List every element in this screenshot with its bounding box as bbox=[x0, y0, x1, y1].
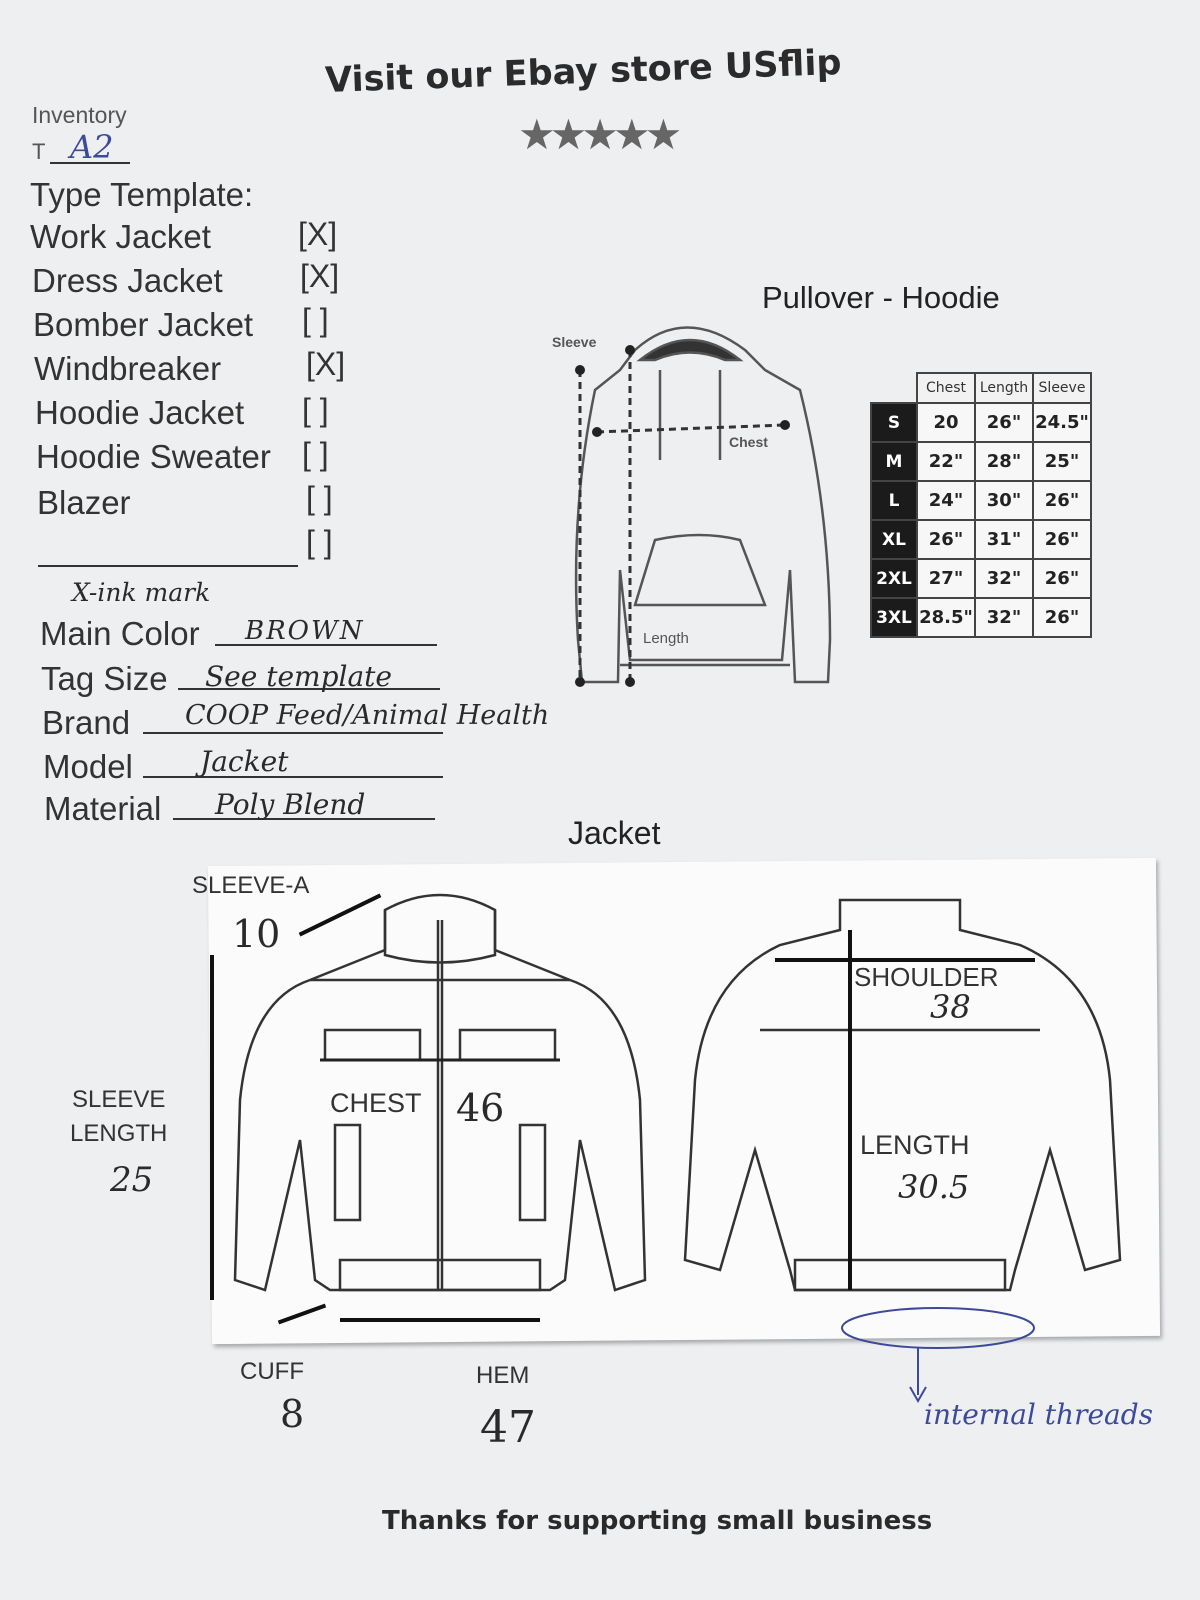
sleeve-a-label: SLEEVE-A bbox=[192, 872, 310, 899]
ink-mark-note: X-ink mark bbox=[72, 578, 211, 607]
model-label: Model bbox=[43, 748, 133, 785]
type-item-blank-line bbox=[38, 565, 298, 567]
cuff-label: CUFF bbox=[240, 1358, 304, 1385]
sleeve-value: 26" bbox=[1033, 598, 1091, 637]
type-item-checkbox[interactable]: [X] bbox=[306, 346, 346, 382]
chest-value: 46 bbox=[456, 1086, 505, 1130]
type-item-label: Blazer bbox=[37, 484, 131, 521]
size-table-row bbox=[871, 403, 1091, 442]
size-table-row bbox=[871, 520, 1091, 559]
sleeve-value: 24.5" bbox=[1033, 403, 1091, 442]
size-table-row bbox=[871, 598, 1091, 637]
size-table-row bbox=[871, 481, 1091, 520]
tag-size-value: See template bbox=[205, 660, 392, 693]
material-value: Poly Blend bbox=[215, 788, 366, 821]
store-title: Visit our Ebay store USflip bbox=[324, 42, 843, 102]
chest-label: CHEST bbox=[330, 1088, 422, 1118]
type-item-checkbox[interactable]: [ ] bbox=[306, 480, 333, 516]
type-item-label: Bomber Jacket bbox=[33, 306, 254, 343]
jacket-front-diagram bbox=[220, 880, 680, 1350]
inventory-prefix: T bbox=[32, 139, 46, 164]
type-item-label: Work Jacket bbox=[30, 218, 211, 255]
type-item-checkbox[interactable]: [ ] bbox=[302, 392, 329, 428]
size-table-row bbox=[871, 442, 1091, 481]
type-item-label: Hoodie Jacket bbox=[35, 394, 245, 431]
hoodie-diagram bbox=[540, 310, 840, 690]
size-label: XL bbox=[871, 520, 917, 559]
inventory-label: Inventory bbox=[32, 102, 127, 128]
inventory-line bbox=[50, 162, 130, 164]
sleeve-value: 26" bbox=[1033, 481, 1091, 520]
type-item-checkbox[interactable]: [ ] bbox=[306, 524, 333, 560]
chest-value: 20 bbox=[917, 403, 975, 442]
type-template-heading: Type Template: bbox=[30, 176, 254, 213]
chest-value: 26" bbox=[917, 520, 975, 559]
inventory-value: A2 bbox=[70, 128, 114, 166]
jacket-back-diagram bbox=[680, 870, 1150, 1340]
length-label: LENGTH bbox=[860, 1130, 970, 1160]
size-table-row bbox=[871, 559, 1091, 598]
main-color-value: BROWN bbox=[245, 616, 365, 646]
shoulder-label: SHOULDER bbox=[854, 962, 999, 992]
material-label: Material bbox=[44, 790, 162, 827]
type-item-checkbox[interactable]: [ ] bbox=[302, 302, 329, 338]
length-value: 26" bbox=[975, 403, 1033, 442]
chest-value: 28.5" bbox=[917, 598, 975, 637]
sleeve-length-value: 25 bbox=[110, 1160, 154, 1200]
hem-value: 47 bbox=[480, 1402, 536, 1453]
footer-message: Thanks for supporting small business bbox=[382, 1506, 933, 1536]
brand-value: COOP Feed/Animal Health bbox=[185, 700, 550, 731]
tag-size-label: Tag Size bbox=[41, 660, 168, 697]
jacket-title: Jacket bbox=[568, 815, 661, 851]
sleeve-a-value: 10 bbox=[232, 912, 281, 956]
type-item-checkbox[interactable]: [X] bbox=[298, 216, 338, 252]
size-table-col-chest: Chest bbox=[917, 373, 975, 403]
sleeve-value: 26" bbox=[1033, 559, 1091, 598]
hem-marker bbox=[340, 1318, 540, 1322]
model-line bbox=[143, 776, 443, 778]
length-value: 32" bbox=[975, 598, 1033, 637]
sleeve-value: 25" bbox=[1033, 442, 1091, 481]
shoulder-value: 38 bbox=[930, 988, 971, 1026]
size-label: L bbox=[871, 481, 917, 520]
hoodie-size-table bbox=[870, 372, 1092, 638]
sleeve-length-label-1: SLEEVE bbox=[72, 1086, 166, 1113]
type-item-label: Dress Jacket bbox=[32, 262, 223, 299]
model-value: Jacket bbox=[200, 745, 289, 778]
hoodie-chest-label: Chest bbox=[729, 434, 768, 450]
size-table-col-length: Length bbox=[975, 373, 1033, 403]
size-table-col-sleeve: Sleeve bbox=[1033, 373, 1091, 403]
type-item-label: Windbreaker bbox=[34, 350, 222, 387]
hoodie-sleeve-label: Sleeve bbox=[552, 334, 597, 350]
length-value: 32" bbox=[975, 559, 1033, 598]
hoodie-length-label: Length bbox=[643, 630, 689, 647]
length-value: 28" bbox=[975, 442, 1033, 481]
size-label: M bbox=[871, 442, 917, 481]
main-color-label: Main Color bbox=[40, 615, 200, 652]
size-label: 2XL bbox=[871, 559, 917, 598]
type-item-checkbox[interactable]: [ ] bbox=[302, 436, 329, 472]
chest-value: 27" bbox=[917, 559, 975, 598]
length-value: 30" bbox=[975, 481, 1033, 520]
cuff-value: 8 bbox=[280, 1392, 305, 1436]
size-label: S bbox=[871, 403, 917, 442]
type-item-label: Hoodie Sweater bbox=[36, 438, 271, 475]
sleeve-value: 26" bbox=[1033, 520, 1091, 559]
size-label: 3XL bbox=[871, 598, 917, 637]
length-value: 31" bbox=[975, 520, 1033, 559]
internal-threads-note: internal threads bbox=[924, 1398, 1154, 1431]
type-item-checkbox[interactable]: [X] bbox=[300, 258, 340, 294]
hem-label: HEM bbox=[476, 1362, 530, 1389]
sleeve-length-label-2: LENGTH bbox=[70, 1120, 168, 1147]
rating-stars: ★★★★★ bbox=[518, 111, 677, 158]
hoodie-title: Pullover - Hoodie bbox=[762, 280, 1000, 315]
sleeve-length-marker bbox=[210, 955, 214, 1300]
brand-line bbox=[143, 732, 443, 734]
size-table-header bbox=[871, 373, 1091, 403]
brand-label: Brand bbox=[42, 704, 131, 741]
chest-value: 22" bbox=[917, 442, 975, 481]
chest-value: 24" bbox=[917, 481, 975, 520]
length-value: 30.5 bbox=[898, 1168, 970, 1206]
